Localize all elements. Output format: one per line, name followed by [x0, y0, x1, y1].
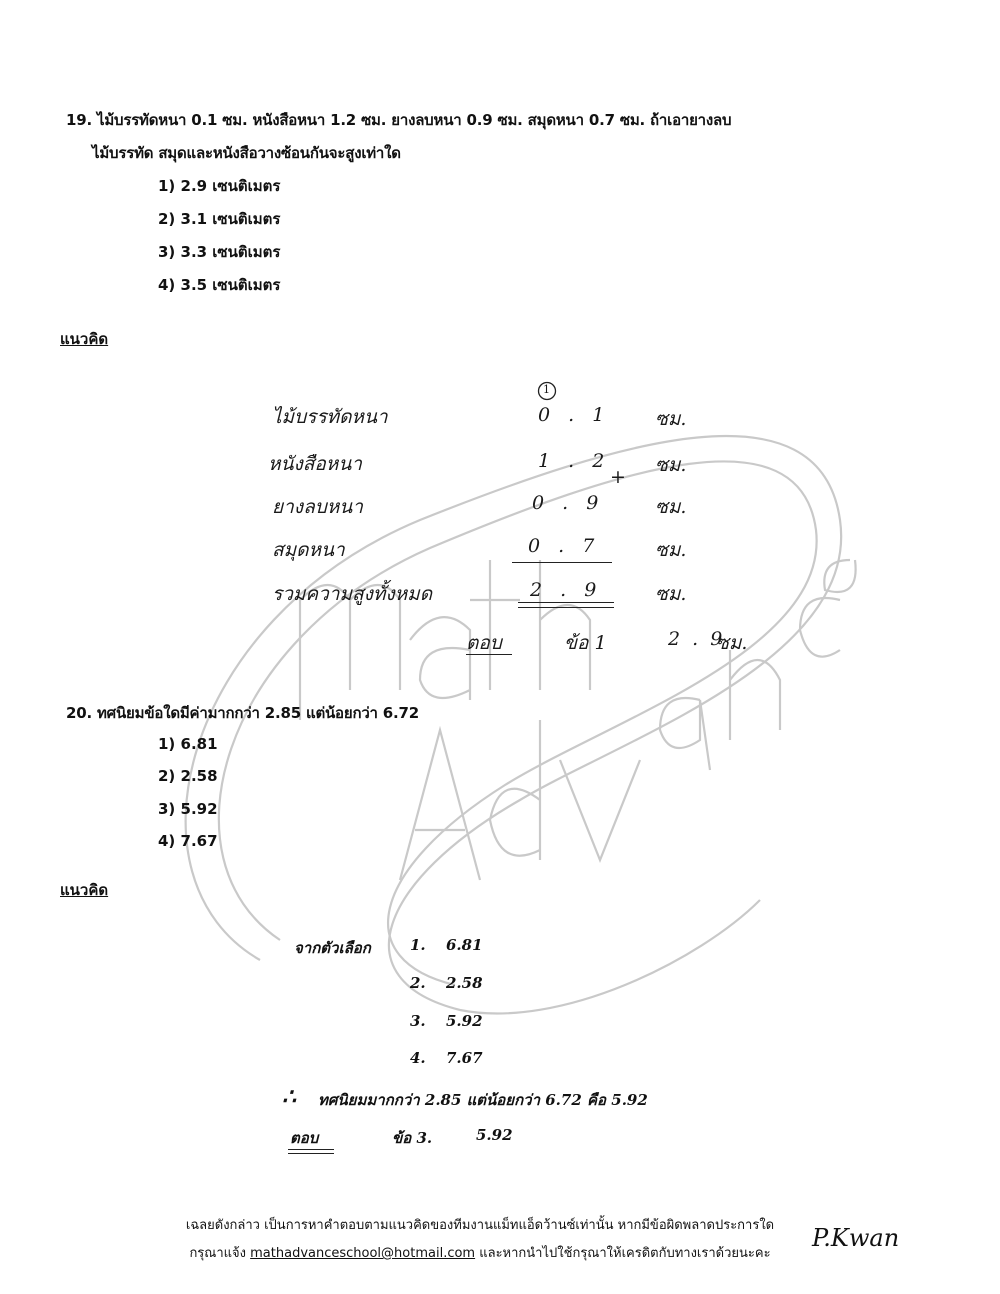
q20-choice-2: 2) 2.58: [158, 767, 218, 785]
work-total-unit: ซม.: [655, 583, 687, 605]
q19-answer-value: 2 . 9: [668, 628, 723, 650]
work-row-value: 0 . 7: [528, 535, 595, 557]
q20-section-heading: แนวคิด: [60, 881, 109, 899]
q20-option-number: 1.: [410, 936, 426, 954]
work-row-unit: ซม.: [655, 496, 687, 518]
plus-sign: +: [610, 466, 626, 488]
work-row-label: ยางลบหนา: [272, 496, 363, 518]
footer-line-2-suffix: และหากนำไปใช้กรุณาให้เครดิตกับทางเราด้วยนะคะ: [475, 1246, 771, 1261]
q20-option-value: 7.67: [446, 1049, 483, 1067]
total-underline-1: [518, 602, 614, 603]
footer-line-2-prefix: กรุณาแจ้ง: [189, 1246, 251, 1261]
q20-title: 20. ทศนิยมข้อใดมีค่ามากกว่า 2.85 แต่น้อยกว่า 6.72: [66, 704, 420, 722]
q19-line2: ไม้บรรทัด สมุดและหนังสือวางซ้อนกันจะสูงเท่าใด: [92, 144, 401, 162]
q20-option-number: 2.: [410, 974, 426, 992]
work-row-label: สมุดหนา: [272, 539, 345, 561]
q20-choice-3: 3) 5.92: [158, 800, 218, 818]
q20-answer-choice: ข้อ 3.: [392, 1129, 433, 1147]
work-row-unit: ซม.: [655, 454, 687, 476]
work-row-unit: ซม.: [655, 539, 687, 561]
work-row-label: ไม้บรรทัดหนา: [272, 406, 388, 428]
q20-option-value: 2.58: [446, 974, 483, 992]
total-underline-2: [518, 607, 614, 608]
circle-mark-number: 1: [543, 383, 550, 396]
q20-answer-value: 5.92: [476, 1126, 513, 1144]
q20-conclusion: ทศนิยมมากกว่า 2.85 แต่น้อยกว่า 6.72 คือ 5.92: [318, 1091, 648, 1109]
work-total-label: รวมความสูงทั้งหมด: [272, 583, 433, 605]
work-row-unit: ซม.: [655, 408, 687, 430]
q19-answer-unit: ซม.: [716, 632, 748, 654]
q20-option-number: 3.: [410, 1012, 426, 1030]
q20-option-value: 6.81: [446, 936, 483, 954]
q20-answer-label: ตอบ: [290, 1129, 319, 1147]
q20-choice-1: 1) 6.81: [158, 735, 218, 753]
q19-choice-3: 3) 3.3 เซนติเมตร: [158, 243, 281, 261]
q19-choice-1: 1) 2.9 เซนติเมตร: [158, 177, 281, 195]
q19-answer-label: ตอบ: [466, 632, 502, 654]
footer-email-link[interactable]: mathadvanceschool@hotmail.com: [250, 1246, 476, 1261]
footer-line-2: [160, 1242, 800, 1263]
sum-rule-line: [512, 562, 612, 563]
work-row-value: 0 . 1: [538, 404, 605, 426]
work-row-value: 0 . 9: [532, 492, 599, 514]
q20-answer-underline-2: [288, 1153, 334, 1154]
q20-option-number: 4.: [410, 1049, 426, 1067]
q19-choice-4: 4) 3.5 เซนติเมตร: [158, 276, 281, 294]
q20-answer-underline-1: [288, 1149, 334, 1150]
q19-section-heading: แนวคิด: [60, 330, 109, 348]
work-total-value: 2 . 9: [530, 579, 597, 601]
q19-line1: 19. ไม้บรรทัดหนา 0.1 ซม. หนังสือหนา 1.2 ซม. ยางลบหนา 0.9 ซม. สมุดหนา 0.7 ซม. ถ้าเอายางลบ: [66, 111, 732, 129]
q19-answer-choice: ข้อ 1: [564, 632, 607, 654]
signature: P.Kwan: [812, 1224, 900, 1252]
q20-option-value: 5.92: [446, 1012, 483, 1030]
therefore-icon: ∴: [282, 1084, 296, 1110]
q20-work-intro: จากตัวเลือก: [294, 939, 371, 957]
q20-choice-4: 4) 7.67: [158, 832, 218, 850]
answer-label-underline: [466, 654, 512, 655]
q19-choice-2: 2) 3.1 เซนติเมตร: [158, 210, 281, 228]
footer-line-1: เฉลยดังกล่าว เป็นการหาคำตอบตามแนวคิดของทีมงานแม็ทแอ็ดว้านซ์เท่านั้น หากมีข้อผิดพลาดประการใด: [185, 1218, 775, 1233]
work-row-label: หนังสือหนา: [268, 453, 362, 475]
work-row-value: 1 . 2: [538, 450, 605, 472]
